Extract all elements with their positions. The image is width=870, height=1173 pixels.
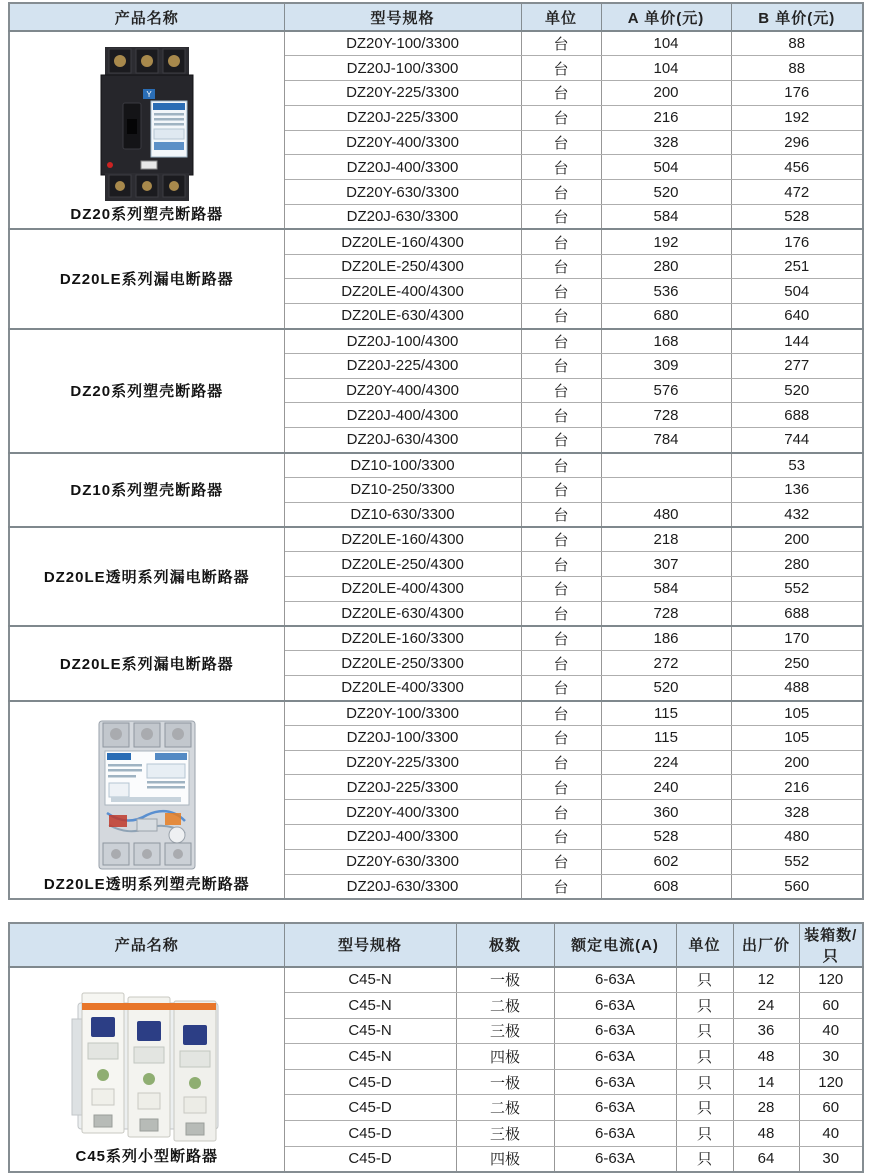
current-cell: 6-63A	[554, 1095, 676, 1121]
factory-price-cell: 24	[733, 992, 799, 1018]
poles-cell: 四极	[456, 1146, 554, 1172]
price-b-cell: 488	[731, 676, 863, 701]
price-b-cell: 53	[731, 453, 863, 478]
model-cell: DZ20Y-225/3300	[284, 750, 521, 775]
model-cell: DZ20LE-400/3300	[284, 676, 521, 701]
price-a-cell: 328	[601, 130, 731, 155]
price-a-cell: 584	[601, 577, 731, 602]
product-name-label: DZ20系列塑壳断路器	[70, 383, 224, 401]
unit-cell: 台	[521, 775, 601, 800]
product-name-label: DZ20系列塑壳断路器	[70, 206, 224, 224]
product-cell-dz20le	[9, 229, 284, 328]
price-a-cell: 115	[601, 725, 731, 750]
price-a-cell: 104	[601, 56, 731, 81]
model-cell: C45-D	[284, 1120, 456, 1146]
price-a-cell: 584	[601, 205, 731, 230]
unit-cell: 台	[521, 577, 601, 602]
poles-cell: 一极	[456, 1069, 554, 1095]
price-b-cell: 504	[731, 279, 863, 304]
qty-per-box-cell: 120	[799, 1069, 863, 1095]
factory-price-cell: 14	[733, 1069, 799, 1095]
model-cell: DZ20J-400/3300	[284, 155, 521, 180]
price-a-cell: 115	[601, 701, 731, 726]
price-b-cell: 277	[731, 353, 863, 378]
unit-cell: 台	[521, 800, 601, 825]
unit-cell: 只	[676, 967, 733, 993]
model-cell: DZ20LE-630/4300	[284, 304, 521, 329]
price-b-cell: 552	[731, 577, 863, 602]
poles-cell: 四极	[456, 1044, 554, 1070]
table-row	[9, 527, 863, 552]
product-name-label: DZ20LE透明系列塑壳断路器	[43, 875, 250, 893]
product-cell-dz20-4300	[9, 329, 284, 453]
price-b-cell: 170	[731, 626, 863, 651]
unit-cell: 只	[676, 1146, 733, 1172]
price-b-cell: 528	[731, 205, 863, 230]
table-row	[9, 453, 863, 478]
unit-cell: 只	[676, 1120, 733, 1146]
price-a-cell: 480	[601, 502, 731, 527]
model-cell: DZ20J-630/4300	[284, 428, 521, 453]
model-cell: DZ20Y-630/3300	[284, 849, 521, 874]
price-b-cell: 280	[731, 552, 863, 577]
svg-text:Y: Y	[146, 90, 152, 100]
current-cell: 6-63A	[554, 1120, 676, 1146]
price-b-cell: 296	[731, 130, 863, 155]
price-a-cell: 608	[601, 874, 731, 899]
col-header-rated-current: 额定电流(A)	[554, 923, 676, 967]
qty-per-box-cell: 40	[799, 1018, 863, 1044]
unit-cell: 台	[521, 329, 601, 354]
price-a-cell: 504	[601, 155, 731, 180]
price-a-cell: 272	[601, 651, 731, 676]
unit-cell: 台	[521, 453, 601, 478]
price-b-cell: 520	[731, 378, 863, 403]
model-cell: DZ20J-400/4300	[284, 403, 521, 428]
table-row	[9, 967, 863, 993]
model-cell: DZ20LE-160/3300	[284, 626, 521, 651]
price-b-cell: 105	[731, 701, 863, 726]
col-header-qty-per-box: 装箱数/只	[799, 923, 863, 967]
poles-cell: 二极	[456, 992, 554, 1018]
product-cell-c45	[9, 967, 284, 1172]
model-cell: DZ20Y-400/4300	[284, 378, 521, 403]
current-cell: 6-63A	[554, 1018, 676, 1044]
unit-cell: 台	[521, 874, 601, 899]
price-b-cell: 744	[731, 428, 863, 453]
model-cell: DZ20LE-160/4300	[284, 527, 521, 552]
price-a-cell: 309	[601, 353, 731, 378]
unit-cell: 台	[521, 750, 601, 775]
unit-cell: 台	[521, 701, 601, 726]
molded-case-breaker-image	[93, 45, 201, 203]
price-b-cell: 640	[731, 304, 863, 329]
price-a-cell: 536	[601, 279, 731, 304]
model-cell: DZ20Y-100/3300	[284, 701, 521, 726]
current-cell: 6-63A	[554, 1044, 676, 1070]
model-cell: DZ20LE-630/4300	[284, 601, 521, 626]
model-cell: C45-D	[284, 1069, 456, 1095]
unit-cell: 台	[521, 849, 601, 874]
unit-cell: 台	[521, 527, 601, 552]
table-row	[9, 229, 863, 254]
price-b-cell: 144	[731, 329, 863, 354]
factory-price-cell: 48	[733, 1120, 799, 1146]
table-row	[9, 701, 863, 726]
price-a-cell	[601, 453, 731, 478]
unit-cell: 台	[521, 31, 601, 56]
model-cell: DZ20Y-400/3300	[284, 130, 521, 155]
unit-cell: 台	[521, 130, 601, 155]
model-cell: DZ20LE-250/3300	[284, 651, 521, 676]
price-b-cell: 176	[731, 229, 863, 254]
price-a-cell: 186	[601, 626, 731, 651]
price-a-cell: 192	[601, 229, 731, 254]
model-cell: DZ20J-630/3300	[284, 205, 521, 230]
price-a-cell: 168	[601, 329, 731, 354]
price-b-cell: 136	[731, 477, 863, 502]
unit-cell: 台	[521, 254, 601, 279]
product-name-label: DZ20LE系列漏电断路器	[59, 655, 234, 673]
qty-per-box-cell: 30	[799, 1146, 863, 1172]
table-gap	[8, 900, 870, 922]
model-cell: DZ20J-225/3300	[284, 105, 521, 130]
price-a-cell: 728	[601, 601, 731, 626]
poles-cell: 二极	[456, 1095, 554, 1121]
model-cell: DZ20LE-400/4300	[284, 279, 521, 304]
qty-per-box-cell: 60	[799, 1095, 863, 1121]
model-cell: DZ20J-630/3300	[284, 874, 521, 899]
col-header-factory-price: 出厂价	[733, 923, 799, 967]
unit-cell: 台	[521, 180, 601, 205]
price-b-cell: 216	[731, 775, 863, 800]
price-b-cell: 456	[731, 155, 863, 180]
current-cell: 6-63A	[554, 992, 676, 1018]
unit-cell: 只	[676, 1044, 733, 1070]
model-cell: DZ20J-100/4300	[284, 329, 521, 354]
unit-cell: 台	[521, 56, 601, 81]
product-cell-dz20	[9, 31, 284, 229]
model-cell: DZ20J-400/3300	[284, 825, 521, 850]
col-header-model: 型号规格	[284, 923, 456, 967]
price-b-cell: 560	[731, 874, 863, 899]
product-name-label: DZ20LE系列漏电断路器	[59, 271, 234, 289]
price-a-cell: 520	[601, 676, 731, 701]
product-name-label: DZ10系列塑壳断路器	[70, 482, 224, 500]
table1-header-row	[9, 3, 863, 31]
model-cell: DZ20LE-250/4300	[284, 254, 521, 279]
product-name-label: DZ20LE透明系列漏电断路器	[43, 569, 250, 587]
unit-cell: 台	[521, 601, 601, 626]
factory-price-cell: 48	[733, 1044, 799, 1070]
unit-cell: 只	[676, 1095, 733, 1121]
price-b-cell: 250	[731, 651, 863, 676]
col-header-product: 产品名称	[9, 923, 284, 967]
product-cell-dz20le-clear	[9, 701, 284, 899]
price-b-cell: 88	[731, 56, 863, 81]
price-a-cell: 360	[601, 800, 731, 825]
price-a-cell: 218	[601, 527, 731, 552]
current-cell: 6-63A	[554, 967, 676, 993]
col-header-unit: 单位	[521, 3, 601, 31]
unit-cell: 台	[521, 378, 601, 403]
factory-price-cell: 28	[733, 1095, 799, 1121]
qty-per-box-cell: 30	[799, 1044, 863, 1070]
model-cell: DZ20J-100/3300	[284, 725, 521, 750]
price-b-cell: 105	[731, 725, 863, 750]
product-cell-dz20le-3300	[9, 626, 284, 700]
price-table-mini-breakers	[8, 922, 864, 1173]
unit-cell: 台	[521, 502, 601, 527]
unit-cell: 只	[676, 1069, 733, 1095]
price-a-cell: 224	[601, 750, 731, 775]
poles-cell: 一极	[456, 967, 554, 993]
model-cell: C45-N	[284, 967, 456, 993]
price-b-cell: 251	[731, 254, 863, 279]
unit-cell: 台	[521, 552, 601, 577]
price-a-cell: 784	[601, 428, 731, 453]
price-a-cell: 240	[601, 775, 731, 800]
price-a-cell: 528	[601, 825, 731, 850]
price-a-cell	[601, 477, 731, 502]
model-cell: C45-N	[284, 992, 456, 1018]
unit-cell: 台	[521, 81, 601, 106]
price-b-cell: 432	[731, 502, 863, 527]
model-cell: DZ20Y-225/3300	[284, 81, 521, 106]
mini-breaker-image	[52, 983, 242, 1145]
price-a-cell: 576	[601, 378, 731, 403]
price-b-cell: 688	[731, 601, 863, 626]
model-cell: C45-D	[284, 1095, 456, 1121]
model-cell: DZ20Y-400/3300	[284, 800, 521, 825]
model-cell: C45-N	[284, 1044, 456, 1070]
qty-per-box-cell: 40	[799, 1120, 863, 1146]
poles-cell: 三极	[456, 1120, 554, 1146]
product-cell-dz20le-clear-leakage	[9, 527, 284, 626]
unit-cell: 只	[676, 1018, 733, 1044]
unit-cell: 台	[521, 651, 601, 676]
price-b-cell: 200	[731, 527, 863, 552]
product-cell-dz10	[9, 453, 284, 527]
unit-cell: 只	[676, 992, 733, 1018]
col-header-unit: 单位	[676, 923, 733, 967]
price-b-cell: 176	[731, 81, 863, 106]
model-cell: DZ20Y-100/3300	[284, 31, 521, 56]
price-b-cell: 328	[731, 800, 863, 825]
price-b-cell: 200	[731, 750, 863, 775]
unit-cell: 台	[521, 105, 601, 130]
unit-cell: 台	[521, 428, 601, 453]
unit-cell: 台	[521, 477, 601, 502]
factory-price-cell: 64	[733, 1146, 799, 1172]
price-a-cell: 520	[601, 180, 731, 205]
unit-cell: 台	[521, 725, 601, 750]
col-header-price-b: B 单价(元)	[731, 3, 863, 31]
model-cell: C45-N	[284, 1018, 456, 1044]
model-cell: DZ20LE-400/4300	[284, 577, 521, 602]
model-cell: DZ10-630/3300	[284, 502, 521, 527]
table-row	[9, 626, 863, 651]
model-cell: C45-D	[284, 1146, 456, 1172]
current-cell: 6-63A	[554, 1069, 676, 1095]
model-cell: DZ20J-100/3300	[284, 56, 521, 81]
factory-price-cell: 36	[733, 1018, 799, 1044]
table-row	[9, 31, 863, 56]
unit-cell: 台	[521, 403, 601, 428]
transparent-breaker-image	[85, 717, 209, 873]
price-a-cell: 200	[601, 81, 731, 106]
product-name-label: C45系列小型断路器	[75, 1148, 219, 1166]
model-cell: DZ20LE-160/4300	[284, 229, 521, 254]
model-cell: DZ20Y-630/3300	[284, 180, 521, 205]
price-a-cell: 216	[601, 105, 731, 130]
col-header-poles: 极数	[456, 923, 554, 967]
price-a-cell: 307	[601, 552, 731, 577]
unit-cell: 台	[521, 304, 601, 329]
price-b-cell: 552	[731, 849, 863, 874]
price-table-breakers	[8, 2, 864, 900]
qty-per-box-cell: 60	[799, 992, 863, 1018]
price-b-cell: 480	[731, 825, 863, 850]
table-row	[9, 329, 863, 354]
unit-cell: 台	[521, 229, 601, 254]
model-cell: DZ20J-225/3300	[284, 775, 521, 800]
price-b-cell: 688	[731, 403, 863, 428]
price-a-cell: 104	[601, 31, 731, 56]
model-cell: DZ10-250/3300	[284, 477, 521, 502]
unit-cell: 台	[521, 279, 601, 304]
model-cell: DZ20LE-250/4300	[284, 552, 521, 577]
factory-price-cell: 12	[733, 967, 799, 993]
col-header-model: 型号规格	[284, 3, 521, 31]
price-a-cell: 680	[601, 304, 731, 329]
qty-per-box-cell: 120	[799, 967, 863, 993]
col-header-price-a: A 单价(元)	[601, 3, 731, 31]
price-a-cell: 728	[601, 403, 731, 428]
unit-cell: 台	[521, 825, 601, 850]
price-a-cell: 602	[601, 849, 731, 874]
unit-cell: 台	[521, 205, 601, 230]
price-b-cell: 192	[731, 105, 863, 130]
unit-cell: 台	[521, 155, 601, 180]
table2-header-row	[9, 923, 863, 967]
model-cell: DZ20J-225/4300	[284, 353, 521, 378]
price-b-cell: 472	[731, 180, 863, 205]
unit-cell: 台	[521, 626, 601, 651]
current-cell: 6-63A	[554, 1146, 676, 1172]
unit-cell: 台	[521, 676, 601, 701]
price-b-cell: 88	[731, 31, 863, 56]
model-cell: DZ10-100/3300	[284, 453, 521, 478]
col-header-product: 产品名称	[9, 3, 284, 31]
price-a-cell: 280	[601, 254, 731, 279]
poles-cell: 三极	[456, 1018, 554, 1044]
unit-cell: 台	[521, 353, 601, 378]
